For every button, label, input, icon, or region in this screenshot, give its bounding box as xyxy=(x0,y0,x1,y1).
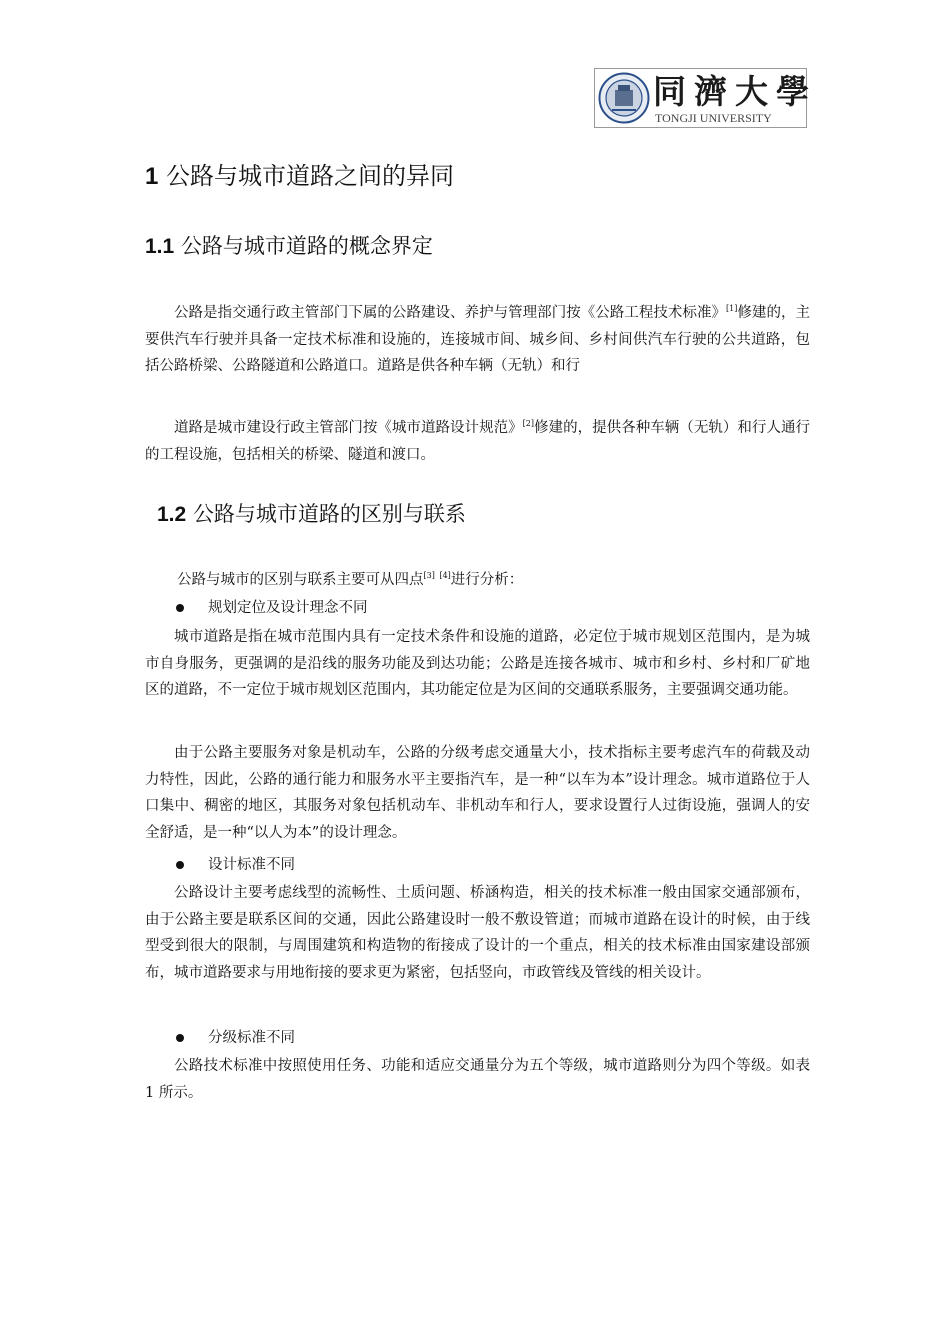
university-logo xyxy=(594,68,817,128)
section-1-1-title: 公路与城市道路的概念界定 xyxy=(180,234,433,258)
section-1-title: 公路与城市道路之间的异同 xyxy=(166,162,454,190)
planning-paragraph-1: 城市道路是指在城市范围内具有一定技术条件和设施的道路，必定位于城市规划区范围内，是为城市自身服务，更强调的是沿线的服务功能及到达功能；公路是连接各城市、城市和乡村、乡村和厂矿地区的道路，不一定位于城市规划区范围内，其功能定位是为区间的交通联系服务，主要强调交通功能。 xyxy=(145,629,810,698)
bullet-planning: 规划定位及设计理念不同 xyxy=(176,595,368,621)
bullet-dot-icon xyxy=(176,1034,184,1042)
section-1-1-number: 1.1 xyxy=(145,235,175,258)
citation-1: [1] xyxy=(726,304,738,314)
road-definition-paragraph: 道路是城市建设行政主管部门按《城市道路设计规范》[2]修建的，提供各种车辆（无轨）和行人通行的工程设施，包括相关的桥梁、隧道和渡口。 xyxy=(145,419,811,463)
bullet-grading-standard: 分级标准不同 xyxy=(176,1025,295,1051)
logo-name-cn: 同濟大學 xyxy=(653,72,817,111)
bullet-dot-icon xyxy=(176,861,184,869)
university-seal-icon xyxy=(598,72,650,124)
section-1-1-heading xyxy=(145,230,433,260)
citation-3: [3] xyxy=(423,571,435,581)
section-1-heading xyxy=(145,156,454,191)
logo-name-en: TONGJI UNIVERSITY xyxy=(655,111,772,125)
citation-4: [4] xyxy=(439,571,451,581)
grading-standard-paragraph: 公路技术标准中按照使用任务、功能和适应交通量分为五个等级，城市道路则分为四个等级。如表 1 所示。 xyxy=(145,1058,810,1101)
section-1-2-intro: 公路与城市的区别与联系主要可从四点[3] [4]进行分析： xyxy=(177,571,524,588)
design-standard-paragraph: 公路设计主要考虑线型的流畅性、土质问题、桥涵构造，相关的技术标准一般由国家交通部颁布，由于公路主要是联系区间的交通，因此公路建设时一般不敷设管道；而城市道路在设计的时候，由于线型受到很大的限制，与周围建筑和构造物的衔接成了设计的一个重点，相关的技术标准由国家建设部颁布，城市道路要求与用地衔接的要求更为紧密，包括竖向，市政管线及管线的相关设计。 xyxy=(145,885,810,981)
planning-paragraph-2: 由于公路主要服务对象是机动车，公路的分级考虑交通量大小，技术指标主要考虑汽车的荷载及动力特性，因此，公路的通行能力和服务水平主要指汽车，是一种“以车为本”设计理念。城市道路位于人口集中、稠密的地区，其服务对象包括机动车、非机动车和行人，要求设置行人过街设施，强调人的安全舒适，是一种“以人为本”的设计理念。 xyxy=(145,745,810,841)
highway-definition-paragraph: 公路是指交通行政主管部门下属的公路建设、养护与管理部门按《公路工程技术标准》[1]修建的，主要供汽车行驶并具备一定技术标准和设施的，连接城市间、城乡间、乡村间供汽车行驶的公共道路，包括公路桥梁、公路隧道和公路道口。道路是供各种车辆（无轨）和行 xyxy=(145,304,811,374)
section-1-2-number: 1.2 xyxy=(157,503,187,526)
bullet-design-standard: 设计标准不同 xyxy=(176,852,295,878)
section-1-2-heading xyxy=(157,498,466,528)
citation-2: [2] xyxy=(522,419,534,429)
section-1-number: 1 xyxy=(145,163,159,190)
bullet-dot-icon xyxy=(176,604,184,612)
section-1-2-title: 公路与城市道路的区别与联系 xyxy=(192,502,466,526)
